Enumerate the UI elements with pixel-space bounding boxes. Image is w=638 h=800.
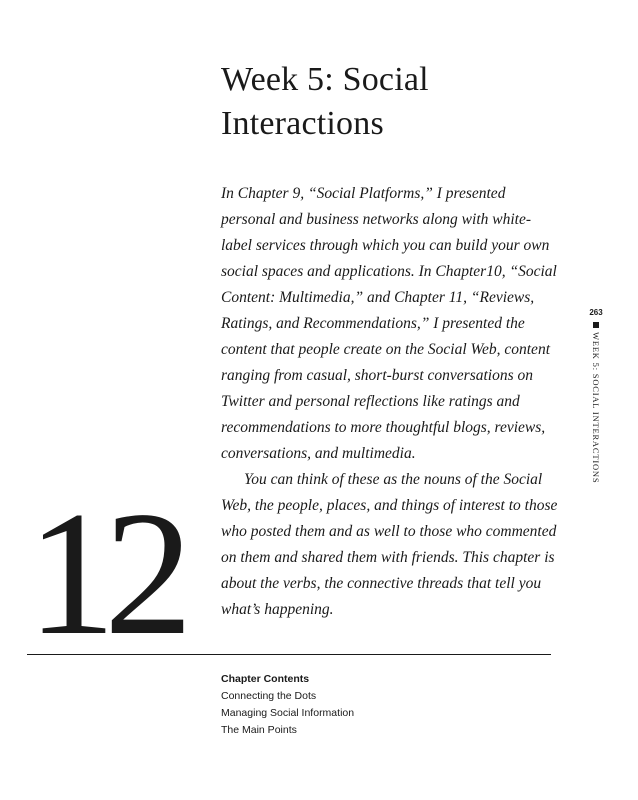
chapter-contents-item: Connecting the Dots (221, 690, 317, 702)
chapter-number: 12 (27, 474, 181, 672)
intro-paragraph: In Chapter 9, “Social Platforms,” I presented personal and business networks along with white-label services through which you can build your own social spaces and applications. In Chapter10, “Social Content: Multimedia,” and Chapter 11, “Reviews, Ratings, and Recommendations,” I presented the content that people create on the Social Web, content ranging from casual, short-burst conversations on Twitter and personal reflections like ratings and recommendations to more thoughtful blogs, reviews, conversations, and multimedia. (221, 185, 557, 462)
chapter-contents (221, 671, 521, 739)
chapter-contents-item: Managing Social Information (221, 707, 355, 719)
chapter-contents-list (221, 688, 521, 739)
chapter-contents-heading: Chapter Contents (221, 673, 310, 685)
chapter-intro (221, 181, 561, 623)
intro-paragraph: You can think of these as the nouns of the Social Web, the people, places, and things of interest to those who posted them and as well to those who commented on them and shared them with friends. This chapter is about the verbs, the connective threads that tell you what’s happening. (221, 471, 558, 618)
section-divider (27, 654, 551, 655)
running-head: WEEK 5: SOCIAL INTERACTIONS (591, 332, 601, 484)
square-bullet-icon (593, 322, 599, 328)
side-running-head (586, 308, 606, 483)
chapter-contents-item: The Main Points (221, 724, 297, 736)
chapter-title: Week 5: Social Interactions (221, 61, 429, 142)
page-number: 263 (589, 308, 603, 317)
